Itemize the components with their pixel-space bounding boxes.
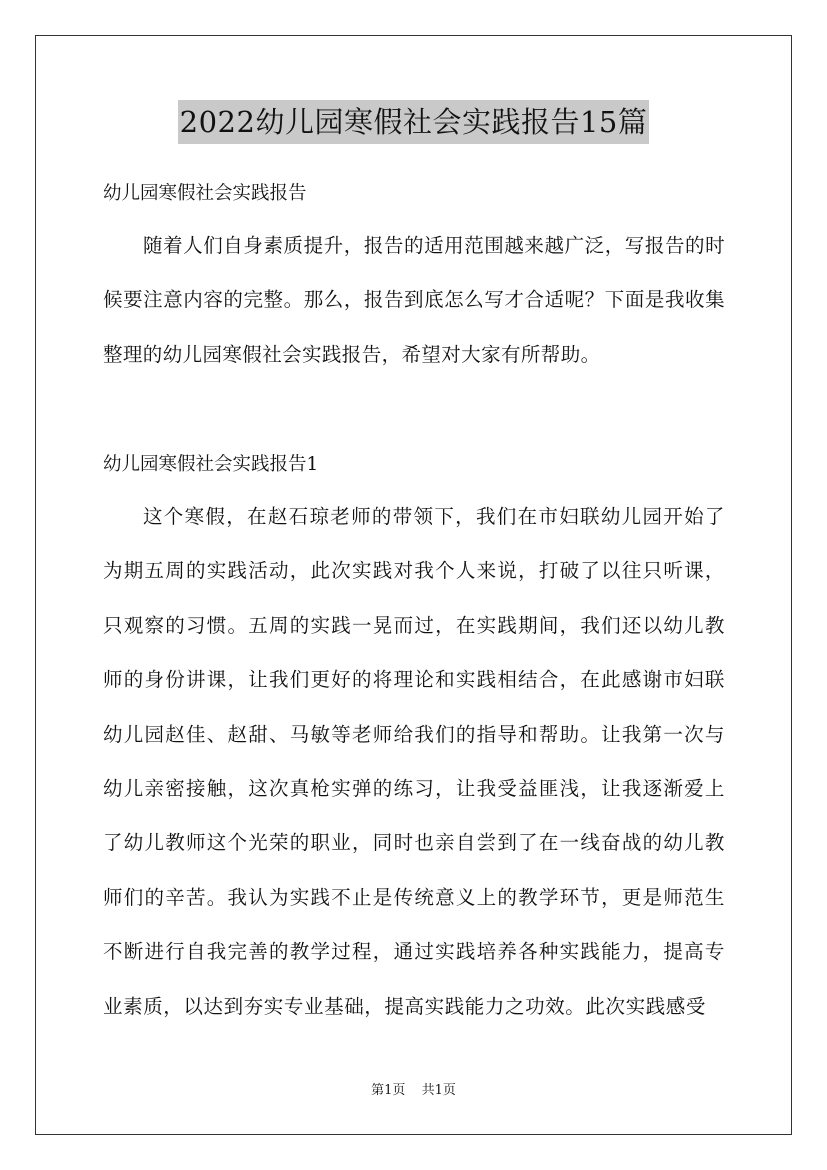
intro-paragraph: 随着人们自身素质提升，报告的适用范围越来越广泛，写报告的时候要注意内容的完整。那么，报告到底怎么写才合适呢？下面是我收集整理的幼儿园寒假社会实践报告，希望对大家有所帮助。 [103,234,725,366]
section-1-paragraph: 这个寒假，在赵石琼老师的带领下，我们在市妇联幼儿园开始了为期五周的实践活动，此次实践对我个人来说，打破了以往只听课，只观察的习惯。五周的实践一晃而过，在实践期间，我们还以幼儿教师的身份讲课，让我们更好的将理论和实践相结合，在此感谢市妇联幼儿园赵佳、赵甜、马敏等老师给我们的指导和帮助。让我第一次与幼儿亲密接触，这次真枪实弹的练习，让我受益匪浅，让我逐渐爱上了幼儿教师这个光荣的职业，同时也亲自尝到了在一线奋战的幼儿教师们的辛苦。我认为实践不止是传统意义上的教学环节，更是师范生不断进行自我完善的教学过程，通过实践培养各种实践能力，提高专业素质，以达到夯实专业基础，提高实践能力之功效。此次实践感受 [103,505,725,1018]
page-total: 共1页 [421,1083,456,1098]
page-footer [0,1082,827,1100]
document-title [0,100,827,144]
intro-heading: 幼儿园寒假社会实践报告 [103,183,307,204]
document-title-text: 2022幼儿园寒假社会实践报告15篇 [178,100,650,144]
page-number: 第1页 [371,1083,406,1098]
section-1-heading: 幼儿园寒假社会实践报告1 [103,454,319,475]
